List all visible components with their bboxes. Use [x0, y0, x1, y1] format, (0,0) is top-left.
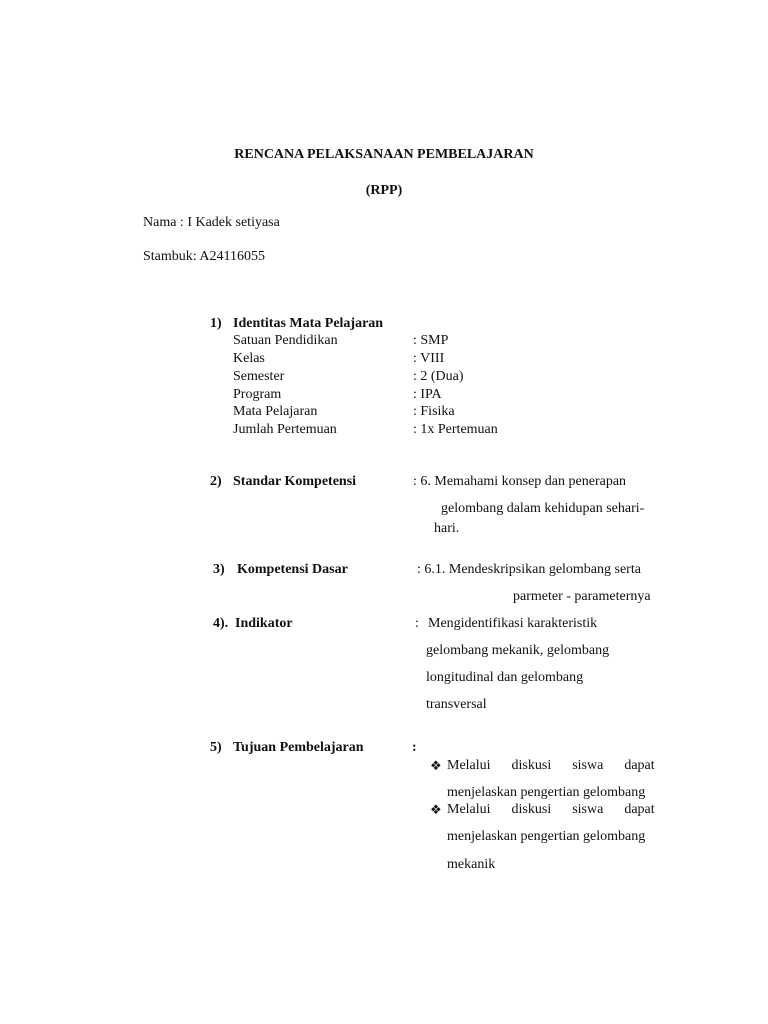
section-title: Indikator — [235, 616, 293, 631]
section-text: longitudinal dan gelombang — [426, 670, 584, 685]
section-title: Identitas Mata Pelajaran — [233, 316, 384, 331]
section-title: Kompetensi Dasar — [237, 562, 348, 577]
section-number: 3) — [213, 562, 225, 577]
diamond-bullet-icon: ❖ — [430, 758, 442, 773]
page-subtitle: (RPP) — [365, 183, 403, 198]
section-number: 1) — [210, 316, 222, 331]
section-title: Tujuan Pembelajaran — [233, 740, 364, 755]
row-value: : Fisika — [413, 404, 455, 419]
bullet-line: menjelaskan pengertian gelombang — [447, 829, 646, 844]
section-text: transversal — [426, 697, 487, 712]
section-colon: : — [415, 616, 419, 631]
section-text: : 6.1. Mendeskripsikan gelombang serta — [417, 562, 641, 577]
diamond-bullet-icon: ❖ — [430, 802, 442, 817]
row-label: Program — [233, 387, 282, 402]
section-number: 5) — [210, 740, 222, 755]
row-value: : 2 (Dua) — [413, 369, 464, 384]
student-stambuk: Stambuk: A24116055 — [143, 249, 265, 264]
row-value: : SMP — [413, 333, 449, 348]
row-label: Satuan Pendidikan — [233, 333, 338, 348]
bullet-line: menjelaskan pengertian gelombang — [447, 785, 646, 800]
section-title: Standar Kompetensi — [233, 474, 357, 489]
section-text: parmeter - parameternya — [513, 589, 651, 604]
bullet-line: Melalui diskusi siswa dapat — [447, 758, 655, 773]
row-value: : 1x Pertemuan — [413, 422, 498, 437]
section-number: 4). — [213, 616, 229, 631]
bullet-text — [447, 757, 661, 775]
student-name: Nama : I Kadek setiyasa — [143, 215, 280, 230]
section-text: gelombang dalam kehidupan sehari- — [441, 501, 645, 516]
section-colon: : — [412, 740, 417, 755]
bullet-line: Melalui diskusi siswa dapat — [447, 802, 655, 817]
section-text: Mengidentifikasi karakteristik — [428, 616, 598, 631]
section-text: : 6. Memahami konsep dan penerapan — [413, 474, 627, 489]
bullet-text — [447, 801, 661, 819]
section-text: gelombang mekanik, gelombang — [426, 643, 610, 658]
bullet-line: mekanik — [447, 857, 496, 872]
section-number: 2) — [210, 474, 222, 489]
row-label: Kelas — [233, 351, 265, 366]
row-label: Semester — [233, 369, 285, 384]
row-value: : IPA — [413, 387, 442, 402]
row-label: Jumlah Pertemuan — [233, 422, 337, 437]
row-label: Mata Pelajaran — [233, 404, 318, 419]
row-value: : VIII — [413, 351, 445, 366]
section-text: hari. — [434, 521, 460, 536]
page-title: RENCANA PELAKSANAAN PEMBELAJARAN — [234, 147, 534, 162]
